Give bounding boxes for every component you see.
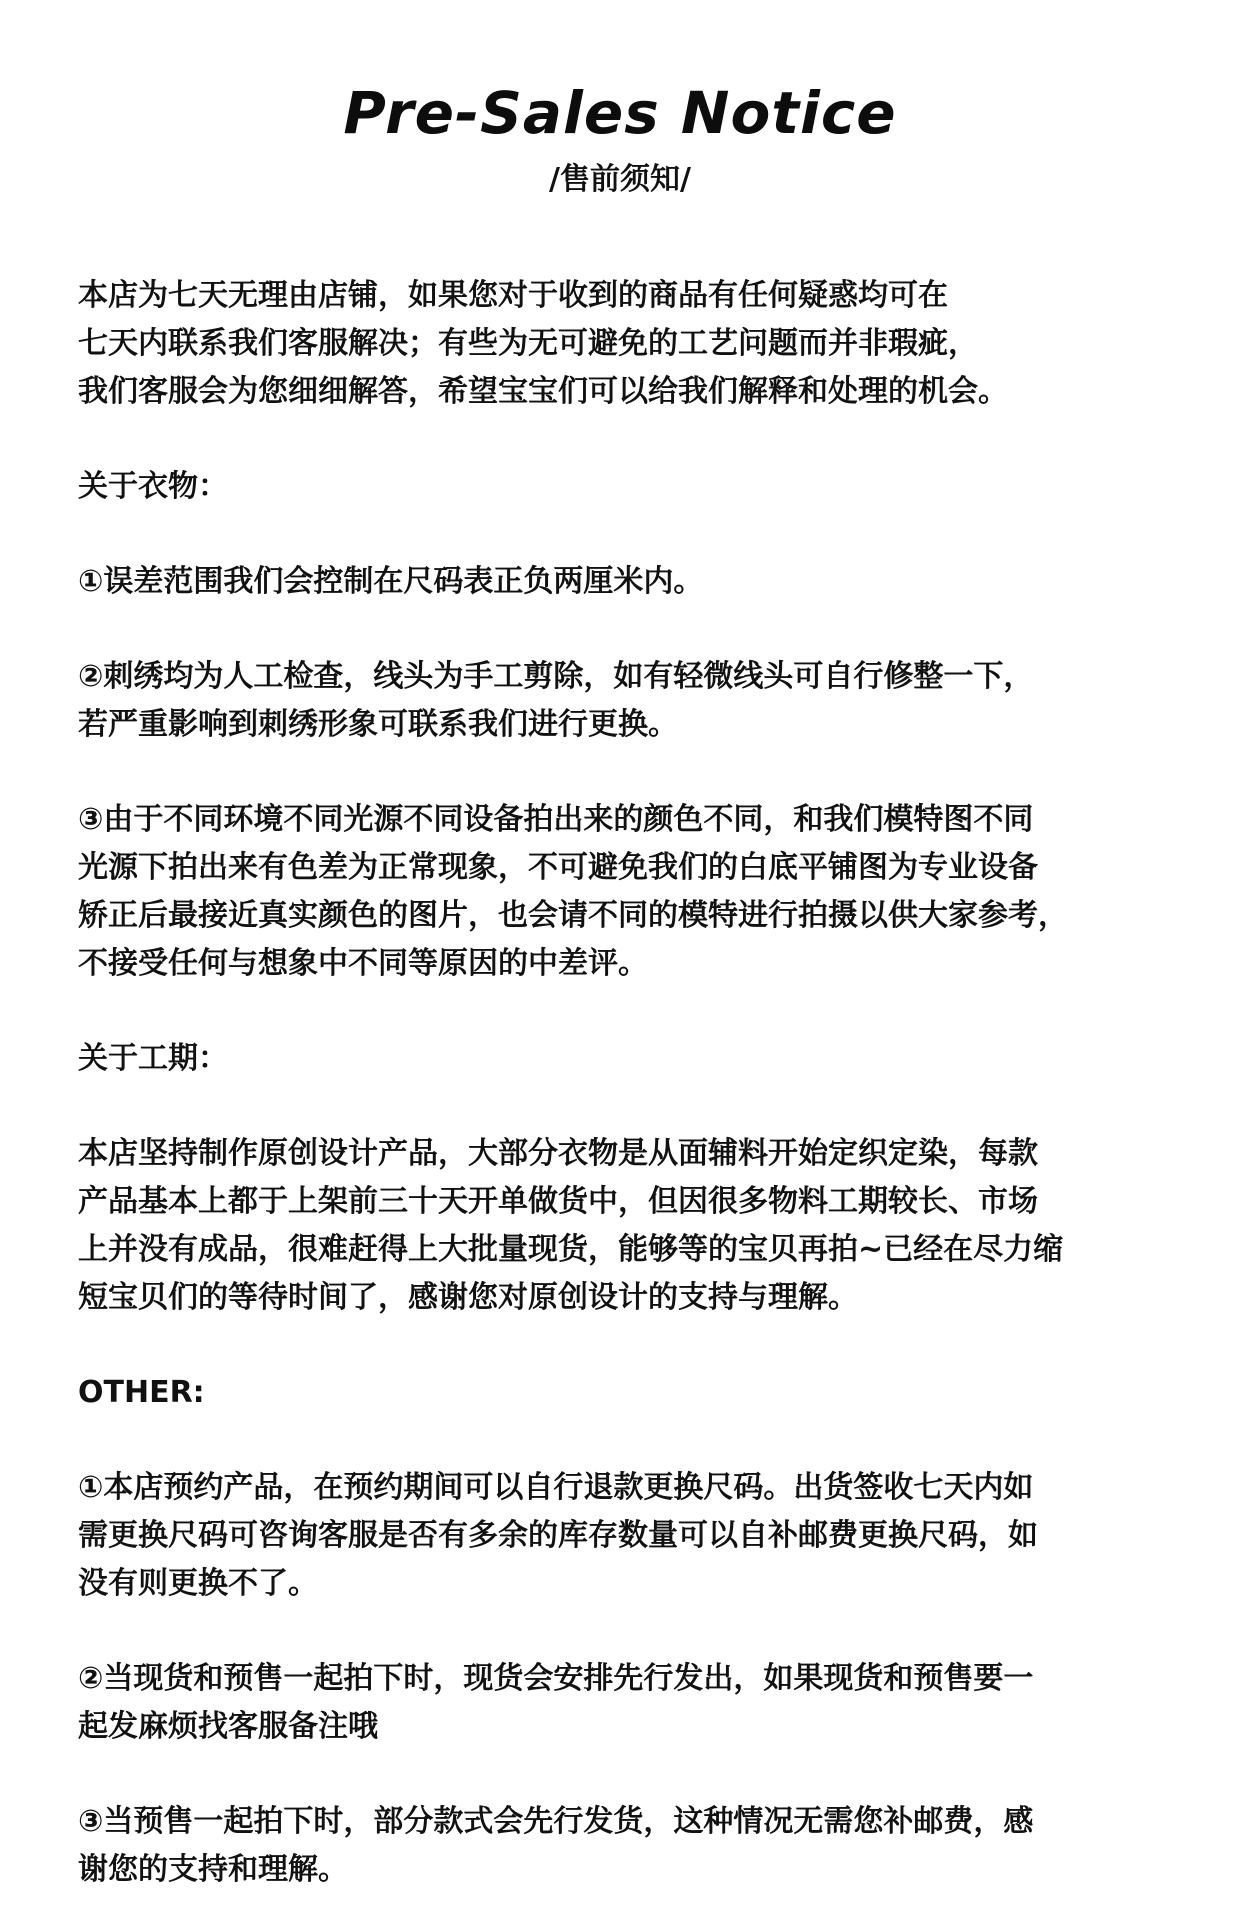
intro-line: 我们客服会为您细细解答，希望宝宝们可以给我们解释和处理的机会。 (78, 374, 1008, 409)
clothing-item-line: 若严重影响到刺绣形象可联系我们进行更换。 (78, 707, 678, 742)
section-heading-clothing: 关于衣物： (78, 469, 228, 504)
other-item-1 (78, 1464, 1168, 1608)
other-item-2 (78, 1655, 1168, 1751)
intro-line: 七天内联系我们客服解决；有些为无可避免的工艺问题而并非瑕疵， (78, 326, 978, 361)
other-item-line: ①本店预约产品，在预约期间可以自行退款更换尺码。出货签收七天内如 (78, 1470, 1034, 1505)
clothing-item-line: ②刺绣均为人工检查，线头为手工剪除，如有轻微线头可自行修整一下， (78, 659, 1034, 694)
notice-header (0, 78, 1240, 200)
schedule-line: 本店坚持制作原创设计产品，大部分衣物是从面辅料开始定织定染，每款 (78, 1136, 1038, 1171)
page-subtitle: /售前须知/ (549, 162, 691, 197)
schedule-line: 短宝贝们的等待时间了，感谢您对原创设计的支持与理解。 (78, 1280, 858, 1315)
other-item-line: ③当预售一起拍下时，部分款式会先行发货，这种情况无需您补邮费，感 (78, 1804, 1034, 1839)
page-title: Pre-Sales Notice (343, 79, 897, 147)
other-item-line: ②当现货和预售一起拍下时，现货会安排先行发出，如果现货和预售要一 (78, 1661, 1034, 1696)
section-heading-other: OTHER: (78, 1375, 205, 1410)
schedule-line: 上并没有成品，很难赶得上大批量现货，能够等的宝贝再拍~已经在尽力缩 (78, 1232, 1064, 1267)
clothing-item-1 (78, 558, 1168, 606)
clothing-item-line: ①误差范围我们会控制在尺码表正负两厘米内。 (78, 564, 704, 599)
clothing-item-3 (78, 796, 1168, 988)
other-item-3 (78, 1798, 1168, 1894)
other-item-line: 需更换尺码可咨询客服是否有多余的库存数量可以自补邮费更换尺码，如 (78, 1518, 1038, 1553)
section-heading-schedule: 关于工期： (78, 1041, 228, 1076)
notice-body (78, 272, 1168, 1894)
clothing-item-line: 矫正后最接近真实颜色的图片，也会请不同的模特进行拍摄以供大家参考， (78, 898, 1068, 933)
clothing-item-line: 不接受任何与想象中不同等原因的中差评。 (78, 946, 648, 981)
schedule-paragraph (78, 1130, 1168, 1322)
schedule-line: 产品基本上都于上架前三十天开单做货中，但因很多物料工期较长、市场 (78, 1184, 1038, 1219)
intro-line: 本店为七天无理由店铺，如果您对于收到的商品有任何疑惑均可在 (78, 278, 948, 313)
other-item-line: 起发麻烦找客服备注哦 (78, 1709, 378, 1744)
clothing-item-line: ③由于不同环境不同光源不同设备拍出来的颜色不同，和我们模特图不同 (78, 802, 1034, 837)
clothing-item-line: 光源下拍出来有色差为正常现象，不可避免我们的白底平铺图为专业设备 (78, 850, 1038, 885)
other-item-line: 谢您的支持和理解。 (78, 1852, 348, 1887)
clothing-item-2 (78, 653, 1168, 749)
intro-paragraph (78, 272, 1168, 416)
other-item-line: 没有则更换不了。 (78, 1566, 318, 1601)
